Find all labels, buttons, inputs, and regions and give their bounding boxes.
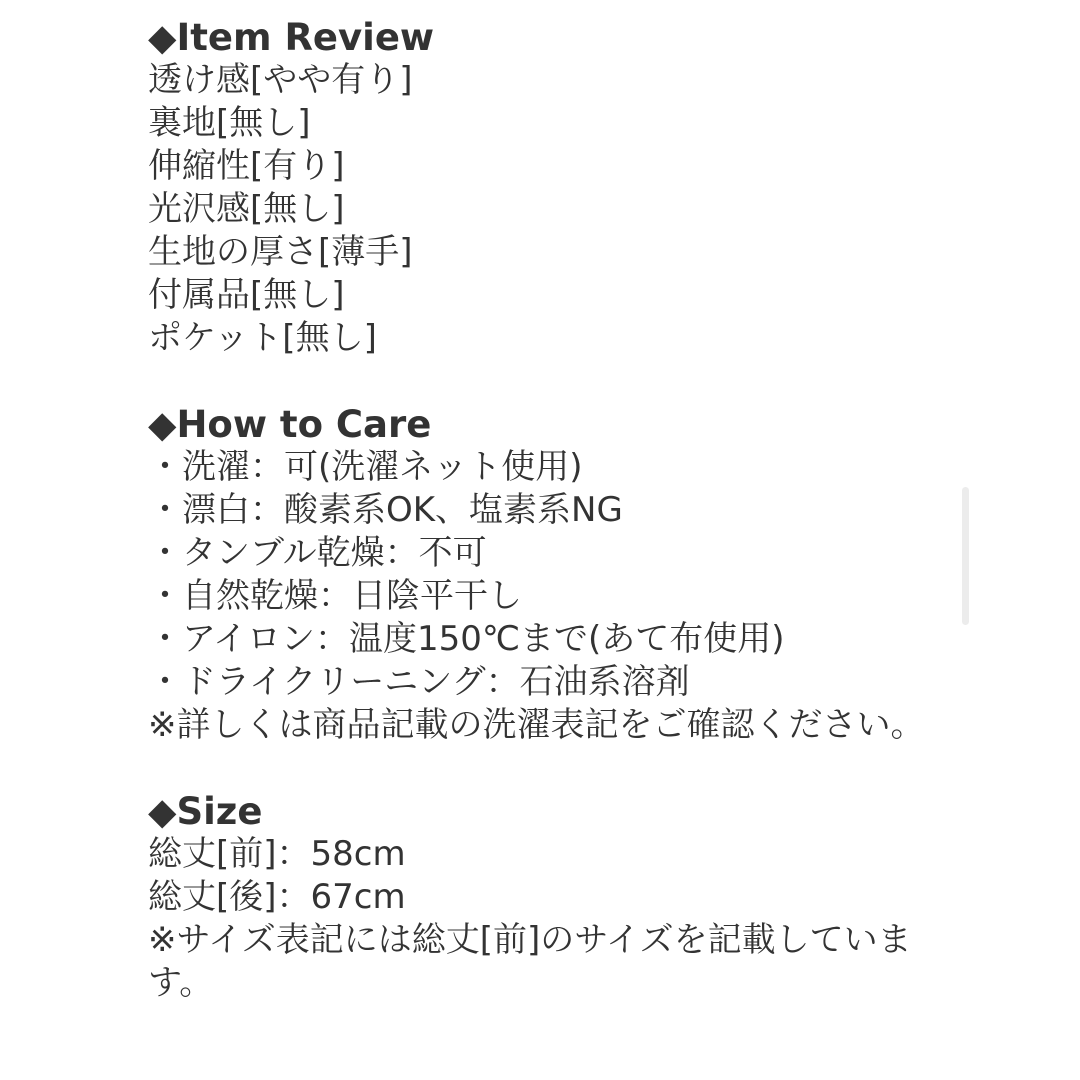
item-review-section [148,16,938,360]
review-line-thickness: 生地の厚さ[薄手] [148,232,413,272]
size-line-front-length: 総丈[前]：58cm [148,834,406,874]
care-line-tumble-dry: ・タンブル乾燥：不可 [148,533,487,573]
product-description [148,16,938,1005]
how-to-care-section [148,403,938,747]
care-line-natural-dry: ・自然乾燥：日陰平干し [148,576,522,616]
scrollbar-thumb[interactable] [962,487,969,625]
review-line-pockets: ポケット[無し] [148,318,377,358]
review-line-accessories: 付属品[無し] [148,275,345,315]
size-line-back-length: 総丈[後]：67cm [148,877,406,917]
review-line-stretch: 伸縮性[有り] [148,146,345,186]
review-line-gloss: 光沢感[無し] [148,189,345,229]
care-line-iron: ・アイロン：温度150℃まで(あて布使用) [148,619,785,659]
care-line-washing: ・洗濯：可(洗濯ネット使用) [148,447,583,487]
care-note: ※詳しくは商品記載の洗濯表記をご確認ください。 [148,705,925,745]
size-section [148,790,938,1005]
size-heading: ◆Size [148,790,263,833]
item-review-heading: ◆Item Review [148,16,435,59]
how-to-care-heading: ◆How to Care [148,403,432,446]
size-note: ※サイズ表記には総丈[前]のサイズを記載しています。 [148,920,912,1003]
care-line-bleach: ・漂白：酸素系OK、塩素系NG [148,490,623,530]
review-line-lining: 裏地[無し] [148,103,311,143]
review-line-sheerness: 透け感[やや有り] [148,60,413,100]
care-line-dry-cleaning: ・ドライクリーニング：石油系溶剤 [148,662,690,702]
